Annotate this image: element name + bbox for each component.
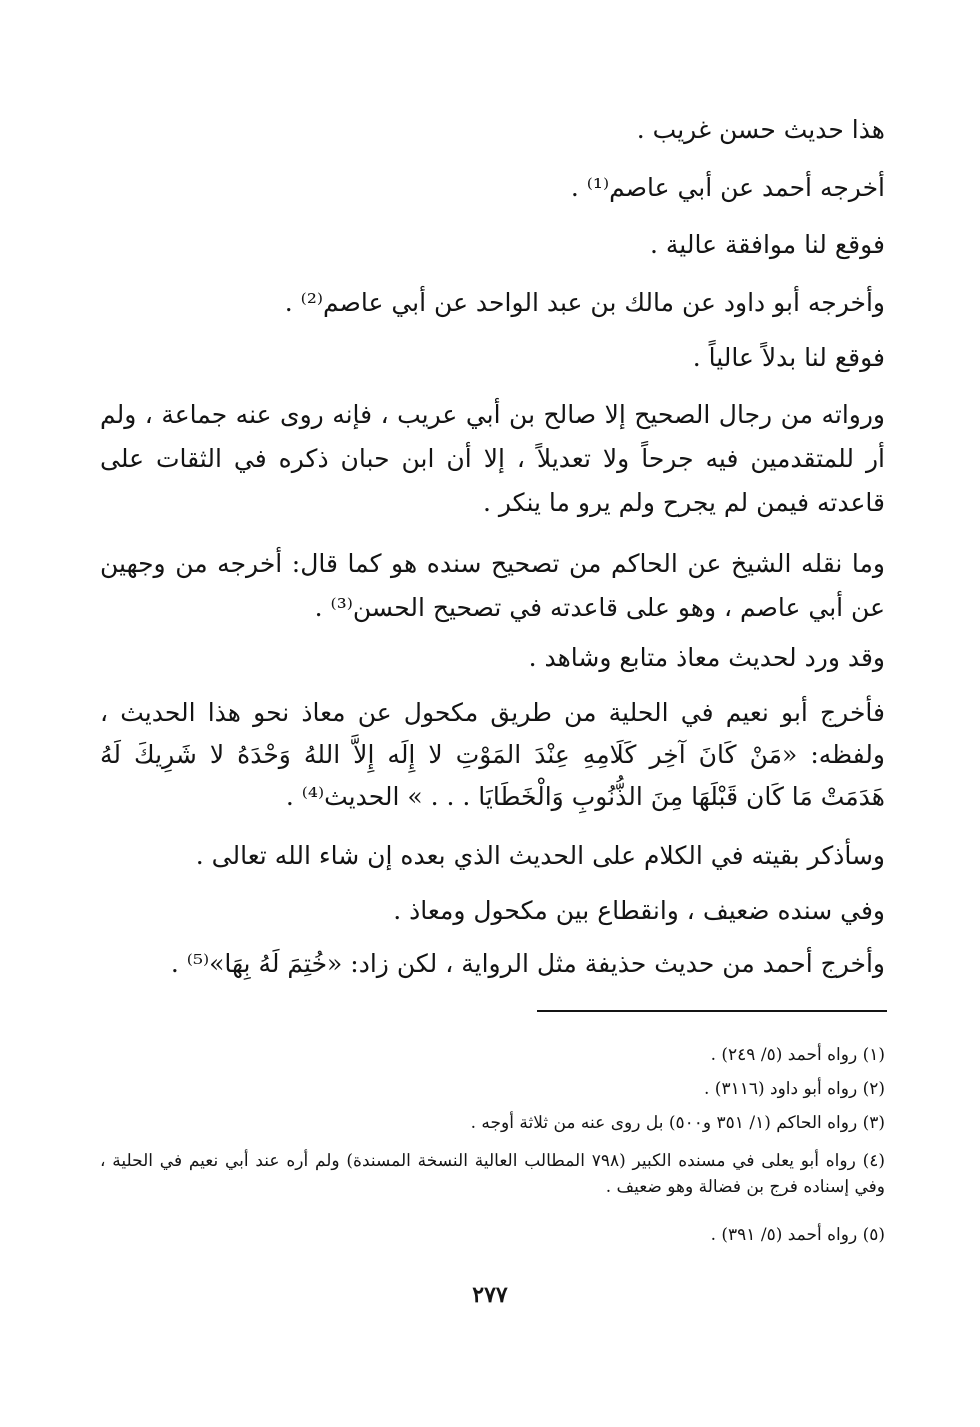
paragraph-7: وما نقله الشيخ عن الحاكم من تصحيح سنده هو كما قال: أخرجه من وجهين عن أبي عاصم ، وهو على قاعدته في تصحيح الحسن⁽³⁾ . <box>100 549 885 622</box>
page-number: ٢٧٧ <box>472 1282 508 1308</box>
footnote-5: (٥) رواه أحمد (٥/ ٣٩١) . <box>710 1225 885 1245</box>
paragraph-2: أخرجه أحمد عن أبي عاصم⁽¹⁾ . <box>570 173 885 202</box>
paragraph-11: وفي سنده ضعيف ، وانقطاع بين مكحول ومعاذ . <box>393 896 885 925</box>
paragraph-3: فوقع لنا موافقة عالية . <box>650 230 885 259</box>
footnote-1: (١) رواه أحمد (٥/ ٢٤٩) . <box>710 1045 885 1065</box>
paragraph-12: وأخرج أحمد من حديث حذيفة مثل الرواية ، لكن زاد: «خُتِمَ لَهُ بِهَا»⁽⁵⁾ . <box>170 949 885 978</box>
paragraph-4: وأخرجه أبو داود عن مالك بن عبد الواحد عن أبي عاصم⁽²⁾ . <box>284 288 885 317</box>
footnote-3: (٣) رواه الحاكم (١/ ٣٥١ و٥٠٠) بل روى عنه من ثلاثة أوجه . <box>470 1113 885 1133</box>
footnote-4: (٤) رواه أبو يعلى في مسنده الكبير (٧٩٨ المطالب العالية النسخة المسندة) ولم أره عند أبي نعيم في الحلية ، وفي إسناده فرج بن فضالة وهو ضعيف . <box>100 1151 885 1198</box>
paragraph-6: ورواته من رجال الصحيح إلا صالح بن أبي عريب ، فإنه روى عنه جماعة ، ولم أر للمتقدمين فيه جرحاً ولا تعديلاً ، إلا أن ابن حبان ذكره في الثقات على قاعدته فيمن لم يجرح ولم يرو ما ينكر . <box>100 400 885 517</box>
paragraph-10: وسأذكر بقيته في الكلام على الحديث الذي بعده إن شاء الله تعالى . <box>195 841 885 870</box>
footnote-2: (٢) رواه أبو داود (٣١١٦) . <box>703 1079 885 1099</box>
paragraph-5: فوقع لنا بدلاً عالياً . <box>692 343 885 372</box>
paragraph-1: هذا حديث حسن غريب . <box>636 115 885 144</box>
paragraph-8: وقد ورد لحديث معاذ متابع وشاهد . <box>528 643 885 672</box>
paragraph-9: فأخرج أبو نعيم في الحلية من طريق مكحول عن معاذ نحو هذا الحديث ، ولفظه: «مَنْ كَانَ آخِر كَلَامِهِ عِنْدَ المَوْتِ لا إِلَه إِلاَّ اللهُ وَحْدَهُ لا شَرِيكَ لَهُ هَدَمَتْ مَا كَان قَبْلَهَا مِنَ الذُّنُوبِ وَالْخَطَايَا . . . » الحديث⁽⁴⁾ . <box>100 698 885 811</box>
footnote-separator <box>537 1010 887 1012</box>
